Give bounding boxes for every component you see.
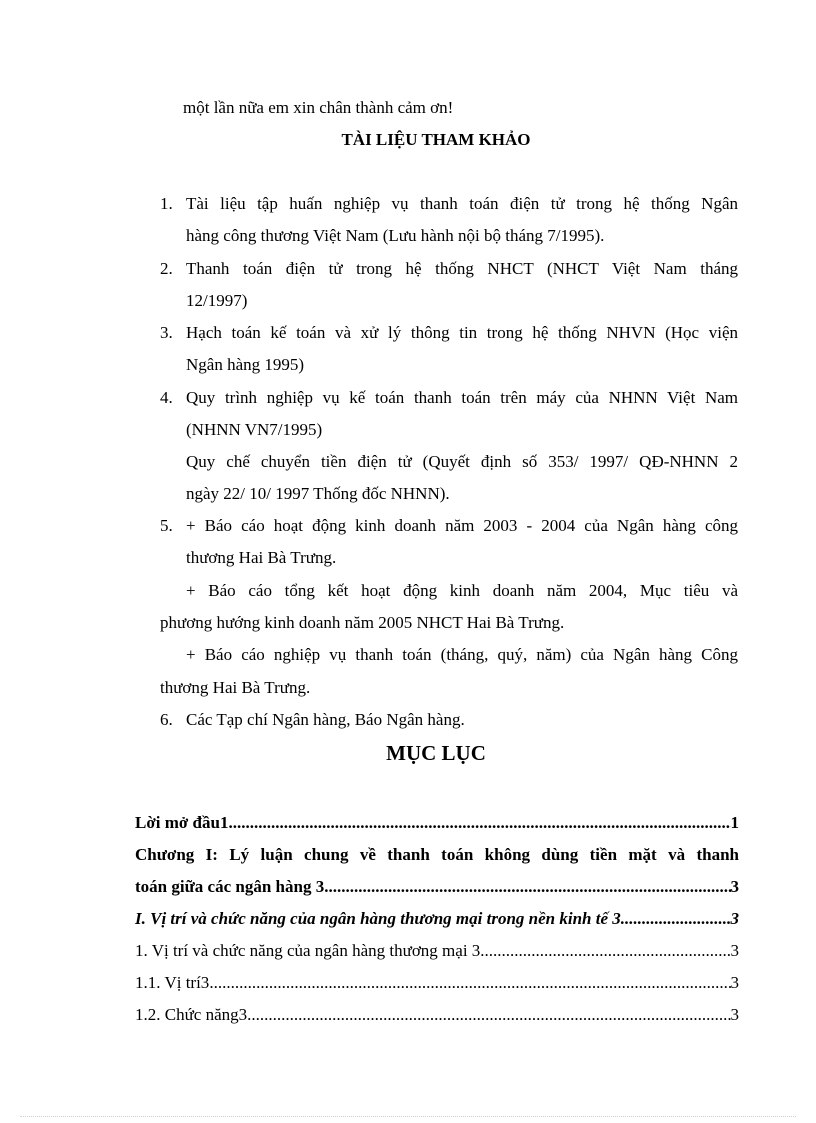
page-bottom-border <box>20 1116 796 1117</box>
reference-item-2 <box>160 258 738 280</box>
toc-entry[interactable] <box>135 876 739 898</box>
intro-line: một lần nữa em xin chân thành cảm ơn! <box>183 98 454 117</box>
reference-text: Quy trình nghiệp vụ kế toán thanh toán trên máy của NHNN Việt Nam <box>186 388 738 407</box>
toc-page-number: 3 <box>730 973 739 992</box>
reference-item-5-sub3-cont: thương Hai Bà Trưng. <box>160 678 311 697</box>
reference-item-3-cont: Ngân hàng 1995) <box>186 355 305 374</box>
toc-leader <box>621 908 731 930</box>
toc-leader <box>209 972 730 994</box>
reference-item-4-cont: (NHNN VN7/1995) <box>186 420 323 439</box>
reference-item-1-cont: hàng công thương Việt Nam (Lưu hành nội bộ tháng 7/1995). <box>186 226 605 245</box>
toc-page-number: 3 <box>730 877 739 896</box>
reference-item-2-cont: 12/1997) <box>186 291 248 310</box>
reference-item-5-sub2-cont: phương hướng kinh doanh năm 2005 NHCT Hai Bà Trưng. <box>160 613 565 632</box>
reference-item-3 <box>160 322 738 344</box>
toc-page-number: 3 <box>730 909 739 928</box>
toc-page-number: 3 <box>730 941 739 960</box>
reference-item-4 <box>160 387 738 409</box>
references-title: TÀI LIỆU THAM KHẢO <box>341 130 531 149</box>
toc-entry[interactable] <box>135 908 739 930</box>
toc-leader <box>228 812 730 834</box>
reference-item-1 <box>160 193 738 215</box>
toc-entry-text: 1.1. Vị trí3 <box>135 973 210 992</box>
reference-text: Thanh toán điện tử trong hệ thống NHCT (NHCT Việt Nam tháng <box>186 259 738 278</box>
toc-entry-text: 1. Vị trí và chức năng của ngân hàng thương mại 3 <box>135 941 481 960</box>
reference-item-5-sub2: + Báo cáo tổng kết hoạt động kinh doanh năm 2004, Mục tiêu và <box>186 581 738 600</box>
reference-item-5-cont: thương Hai Bà Trưng. <box>186 548 337 567</box>
reference-item-5 <box>160 515 738 537</box>
reference-number: 2. <box>160 259 173 278</box>
reference-item-4-sub-cont: ngày 22/ 10/ 1997 Thống đốc NHNN). <box>186 484 450 503</box>
reference-number: 5. <box>160 516 173 535</box>
toc-leader <box>480 940 730 962</box>
reference-number: 1. <box>160 194 173 213</box>
toc-entry[interactable] <box>135 940 739 962</box>
toc-entry-text: toán giữa các ngân hàng 3 <box>135 877 325 896</box>
toc-leader <box>324 876 730 898</box>
toc-entry-text: 1.2. Chức năng3 <box>135 1005 248 1024</box>
reference-item-6 <box>160 709 465 731</box>
toc-leader <box>247 1004 730 1026</box>
toc-page-number: 1 <box>730 813 739 832</box>
reference-text: Tài liệu tập huấn nghiệp vụ thanh toán điện tử trong hệ thống Ngân <box>186 194 738 213</box>
toc-entry[interactable] <box>135 972 739 994</box>
reference-text: Các Tạp chí Ngân hàng, Báo Ngân hàng. <box>186 710 465 729</box>
toc-title: MỤC LỤC <box>386 741 486 765</box>
toc-entry-text: Lời mở đầu1 <box>135 813 229 832</box>
reference-text: Hạch toán kế toán và xử lý thông tin trong hệ thống NHVN (Học viện <box>186 323 738 342</box>
toc-page-number: 3 <box>730 1005 739 1024</box>
reference-item-4-sub: Quy chế chuyển tiền điện tử (Quyết định số 353/ 1997/ QĐ-NHNN 2 <box>186 452 738 471</box>
reference-number: 6. <box>160 710 173 729</box>
toc-entry-line1[interactable]: Chương I: Lý luận chung về thanh toán không dùng tiền mặt và thanh <box>135 845 739 864</box>
toc-entry-text: I. Vị trí và chức năng của ngân hàng thương mại trong nền kinh tế 3 <box>135 909 621 928</box>
reference-item-5-sub3: + Báo cáo nghiệp vụ thanh toán (tháng, quý, năm) của Ngân hàng Công <box>186 645 738 664</box>
toc-entry[interactable] <box>135 1004 739 1026</box>
reference-number: 4. <box>160 388 173 407</box>
reference-text: + Báo cáo hoạt động kinh doanh năm 2003 - 2004 của Ngân hàng công <box>186 516 738 535</box>
reference-number: 3. <box>160 323 173 342</box>
toc-entry[interactable] <box>135 812 739 834</box>
